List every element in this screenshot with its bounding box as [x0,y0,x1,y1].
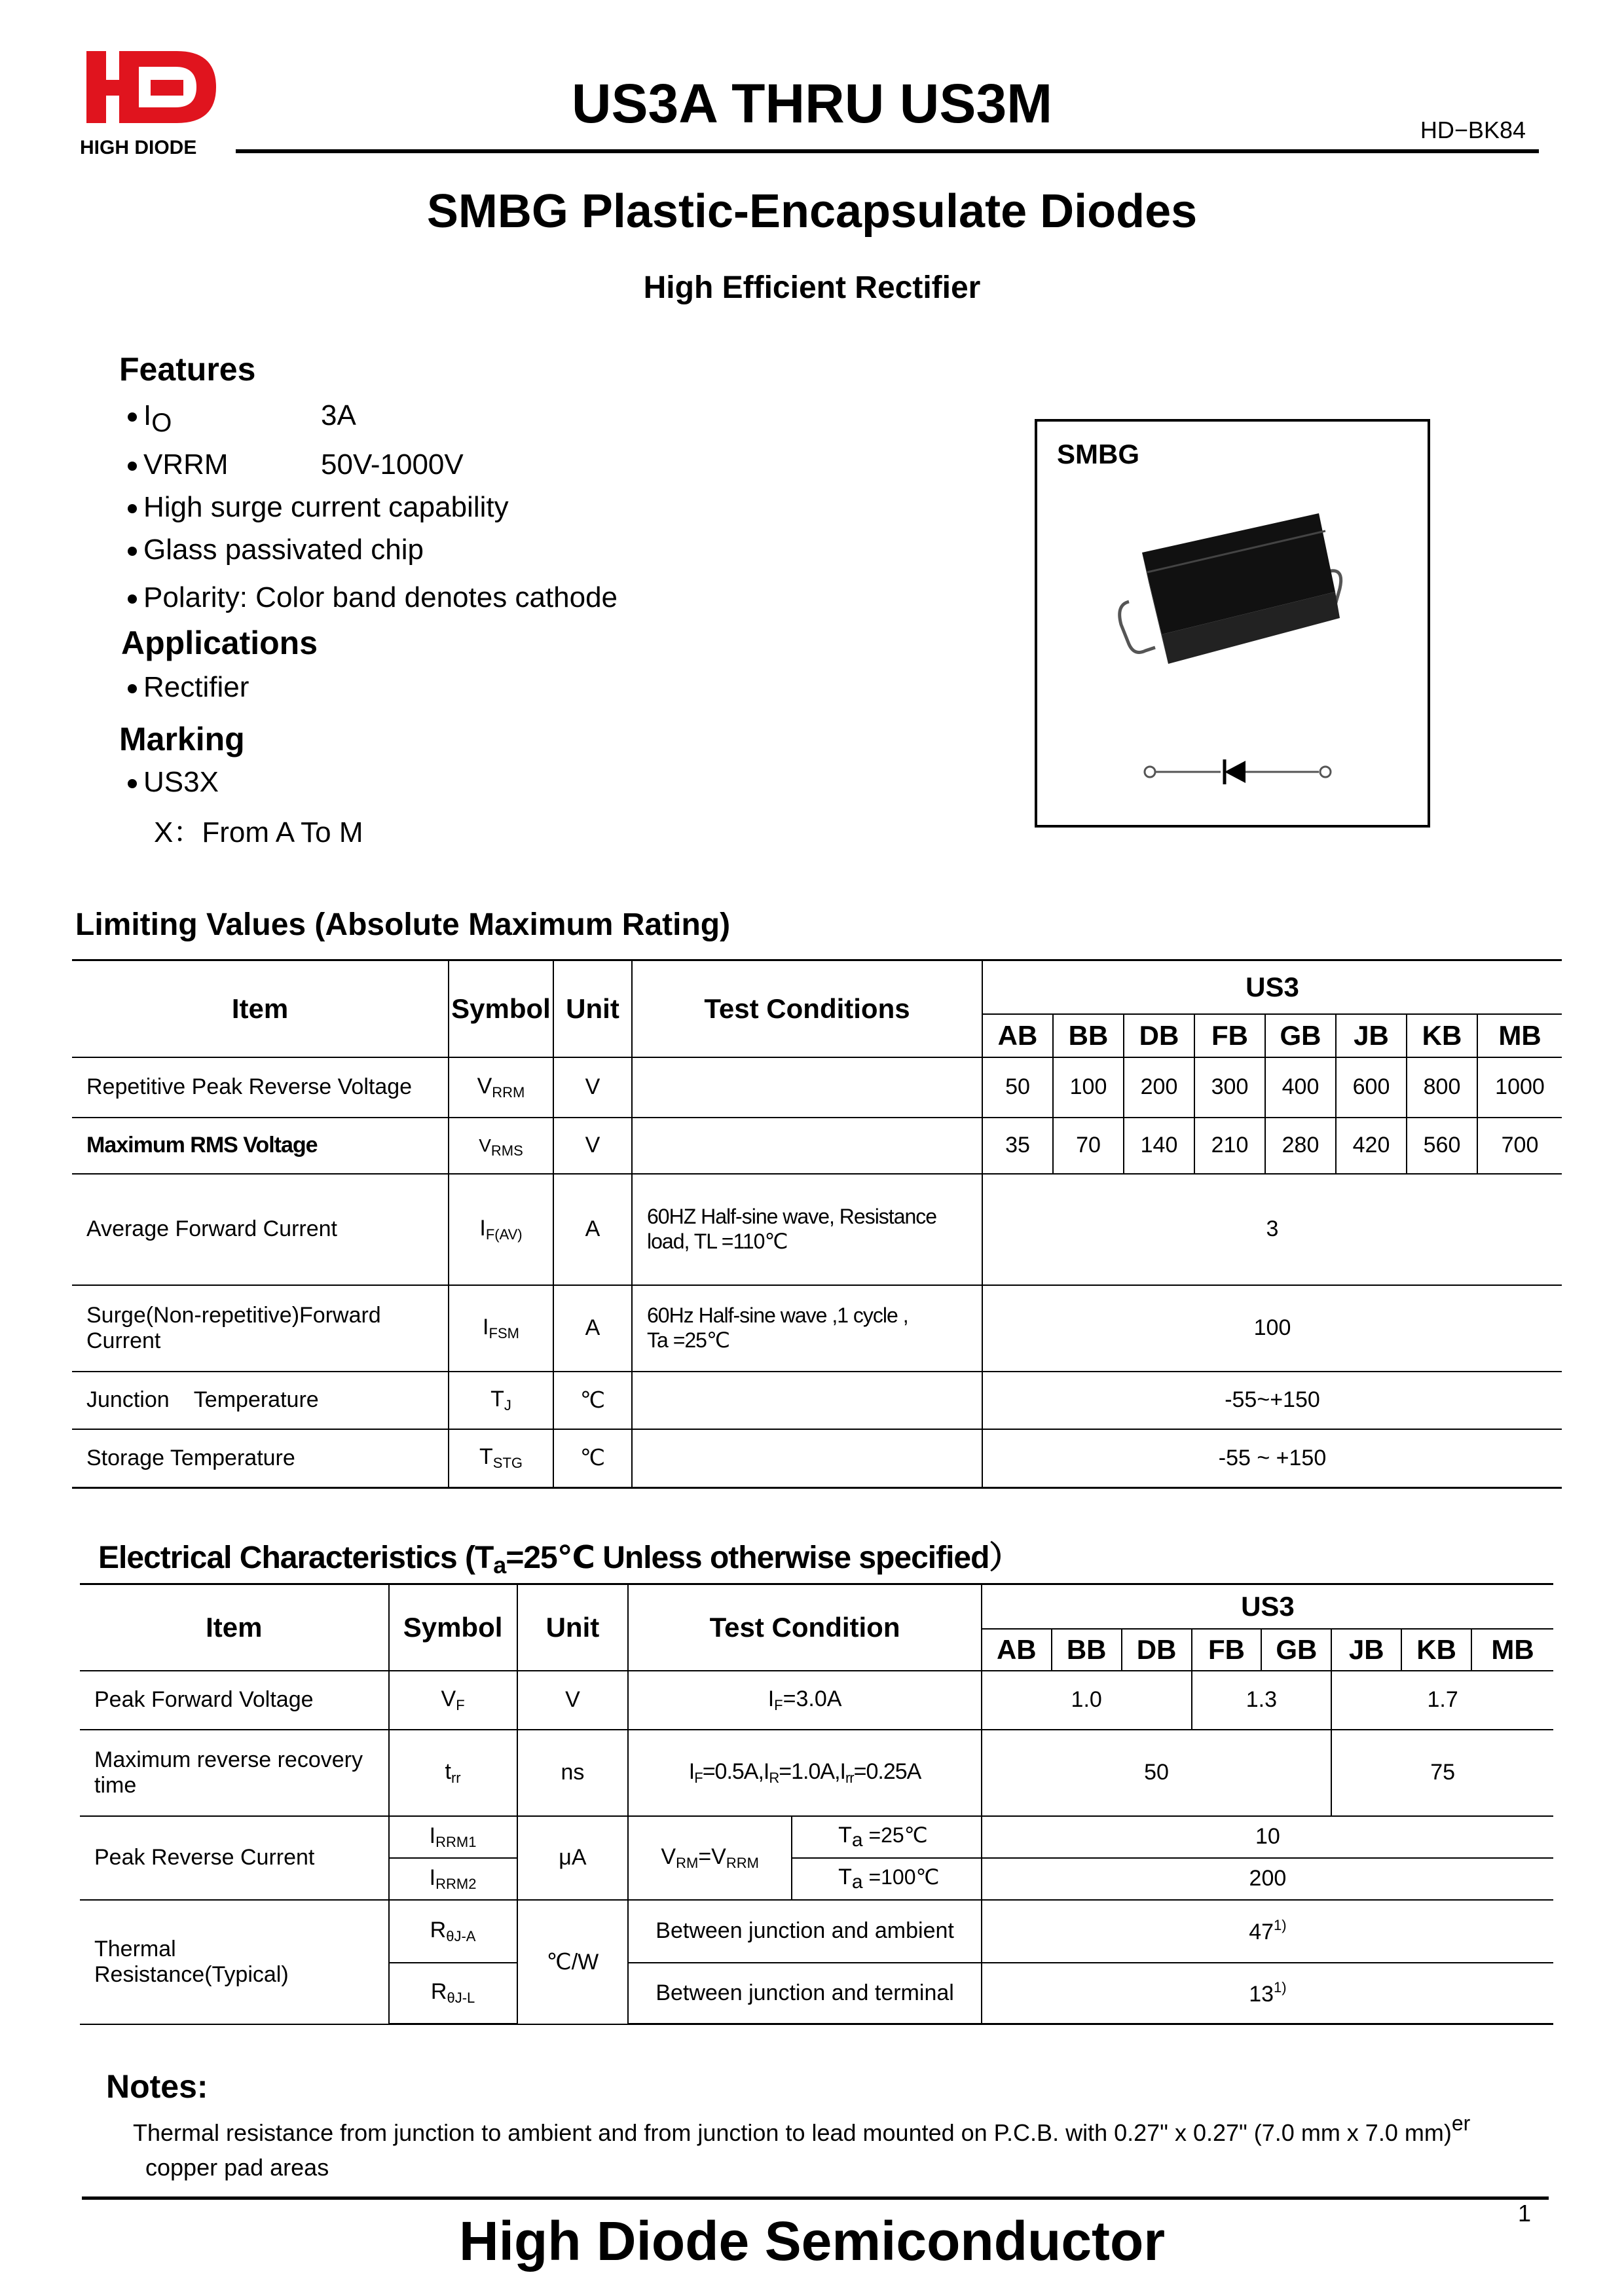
package-figure [1035,419,1430,828]
col-unit: Unit [517,1584,629,1671]
note-text: Thermal resistance from junction to ambient and from junction to lead mounted on P.C.B. with 0.27" x 0.27" (7.0 mm x 7.0 mm)er [133,2111,1471,2146]
bullet-icon [128,504,137,513]
applications-heading: Applications [121,625,318,661]
package-label: SMBG [1057,439,1139,469]
logo-text: HIGH DIODE [80,137,197,158]
col-symbol: Symbol [449,960,553,1057]
variant-header: JB [1331,1629,1401,1671]
product-type-title: High Efficient Rectifier [643,270,981,305]
variant-header: GB [1261,1629,1331,1671]
table-row: Maximum reverse recovery time $t_{rr}$ ns $I_F=0.5A,I_R=1.0A,I_{rr}=0.25A$ 50 75 [80,1730,1553,1816]
document-title: US3A THRU US3M [571,73,1053,134]
col-symbol: Symbol [389,1584,517,1671]
table-row: Peak Reverse Current $I_{RRM1}$ μA $V_{RM}=V_{RRM}$ Ta =25℃ 10 [80,1816,1553,1858]
col-condition: Test Condition [628,1584,982,1671]
feature-item: Polarity: Color band denotes cathode [128,581,618,614]
features-heading: Features [119,351,256,388]
variant-header: AB [982,1629,1052,1671]
col-group: US3 [982,1584,1553,1629]
col-item: Item [72,960,449,1057]
electrical-characteristics-table [80,1583,1553,2025]
variant-header: AB [982,1014,1053,1057]
variant-header: BB [1052,1629,1122,1671]
bullet-icon [128,547,137,556]
variant-header: KB [1401,1629,1471,1671]
bullet-icon [128,462,137,471]
table-row: Average Forward Current $I_{F(AV)}$ A 60HZ Half-sine wave, Resistance load, TL =110℃ 3 [72,1174,1562,1285]
variant-header: BB [1053,1014,1124,1057]
page-number: 1 [1518,2200,1532,2227]
variant-header: DB [1122,1629,1192,1671]
product-family-title: SMBG Plastic-Encapsulate Diodes [426,185,1198,238]
feature-io-value: 3A [321,399,356,431]
footer-rule [82,2196,1549,2200]
feature-item: High surge current capability [128,491,509,524]
notes-heading: Notes: [106,2068,208,2105]
table-row: Repetitive Peak Reverse Voltage $V_{RRM}$ V 50 100 200 300 400 600 800 1000 [72,1057,1562,1118]
table-row: Storage Temperature $T_{STG}$ ℃ -55 ~ +150 [72,1429,1562,1488]
variant-header: DB [1124,1014,1194,1057]
table-row: Thermal Resistance(Typical) $R_{\theta J-A}$ ℃/W Between junction and ambient 47$^{1)}$ [80,1900,1553,1963]
variant-header: KB [1407,1014,1477,1057]
diode-symbol-icon [1142,756,1338,788]
io-subscript: O [151,409,172,437]
variant-header: MB [1471,1629,1553,1671]
package-drawing [1103,494,1378,690]
bullet-icon [128,779,137,788]
col-item: Item [80,1584,389,1671]
table-row: Surge(Non-repetitive)Forward Current $I_{FSM}$ A 60Hz Half-sine wave ,1 cycle , Ta =25℃ 100 [72,1285,1562,1372]
variant-header: JB [1336,1014,1407,1057]
electrical-characteristics-title: Electrical Characteristics (Ta=25℃ Unless otherwise specified） [98,1540,1020,1578]
table-row: $R_{\theta J-L}$ Between junction and terminal 13$^{1)}$ [80,1963,1553,2024]
marking-note: X：From A To M [154,816,363,848]
footer-company-name: High Diode Semiconductor [458,2210,1166,2272]
feature-vrrm-value: 50V-1000V [321,448,464,481]
limiting-values-title: Limiting Values (Absolute Maximum Rating) [75,907,731,942]
limiting-values-table [72,959,1562,1489]
note-text-continued: copper pad areas [145,2154,329,2181]
table-row: $I_{RRM2}$ Ta =100℃ 200 [80,1858,1553,1900]
feature-item: Glass passivated chip [128,534,424,566]
marking-item: US3X [128,766,219,799]
bullet-icon [128,594,137,604]
col-conditions: Test Conditions [632,960,982,1057]
feature-io [128,399,172,438]
table-row: Junction Temperature $T_J$ ℃ -55~+150 [72,1372,1562,1429]
application-item: Rectifier [128,671,249,704]
variant-header: FB [1192,1629,1262,1671]
variant-header: GB [1265,1014,1336,1057]
marking-heading: Marking [119,721,245,757]
table-row: Maximum RMS Voltage $V_{RMS}$ V 35 70 140 210 280 420 560 700 [72,1118,1562,1174]
feature-vrrm [128,448,229,481]
variant-header: FB [1194,1014,1265,1057]
document-code: HD−BK84 [1420,117,1526,143]
variant-header: MB [1477,1014,1562,1057]
table-row: Peak Forward Voltage $V_F$ V $I_F=3.0A$ 1.0 1.3 1.7 [80,1671,1553,1730]
col-unit: Unit [553,960,632,1057]
io-symbol: I [143,399,152,431]
col-group: US3 [982,960,1562,1014]
bullet-icon [128,412,137,422]
header-rule [236,149,1539,153]
vrrm-label: VRRM [143,448,229,481]
bullet-icon [128,684,137,693]
